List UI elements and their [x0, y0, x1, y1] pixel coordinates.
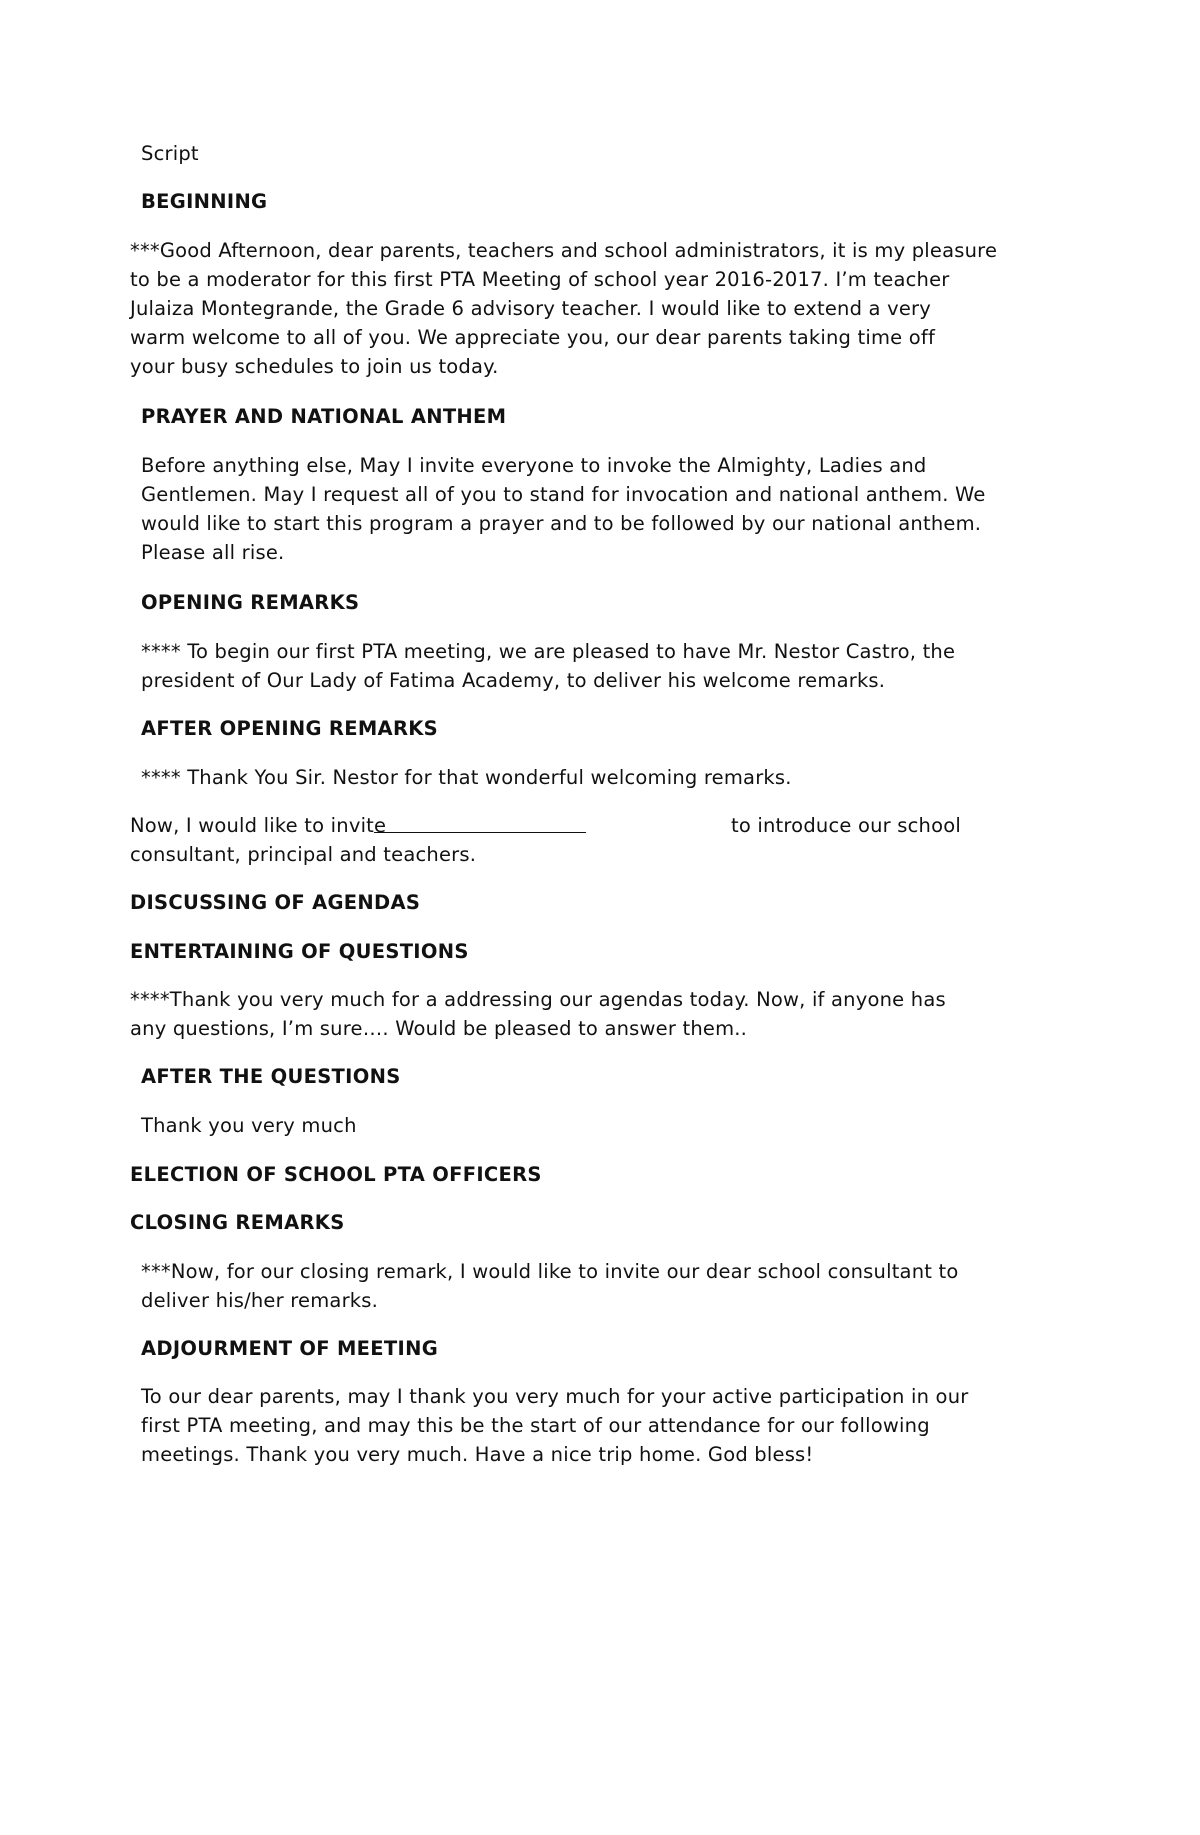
invite-text-end: to introduce our school — [731, 814, 961, 837]
heading-beginning: BEGINNING — [141, 190, 268, 213]
paragraph-line: Before anything else, May I invite everyone to invoke the Almighty, Ladies and — [141, 454, 927, 477]
heading-election: ELECTION OF SCHOOL PTA OFFICERS — [130, 1163, 542, 1186]
paragraph-after-opening: **** Thank You Sir. Nestor for that wonderful welcoming remarks. — [141, 766, 792, 789]
paragraph-beginning — [130, 236, 997, 381]
heading-opening-remarks: OPENING REMARKS — [141, 591, 360, 614]
paragraph-opening-remarks — [141, 637, 955, 695]
heading-entertaining-questions: ENTERTAINING OF QUESTIONS — [130, 940, 469, 963]
heading-closing-remarks: CLOSING REMARKS — [130, 1211, 345, 1234]
heading-after-questions: AFTER THE QUESTIONS — [141, 1065, 401, 1088]
paragraph-line: ***Good Afternoon, dear parents, teachers and school administrators, it is my pleasure — [130, 239, 998, 262]
document-title: Script — [141, 142, 199, 165]
paragraph-line: ****Thank you very much for a addressing our agendas today. Now, if anyone has — [130, 988, 946, 1011]
paragraph-questions — [130, 985, 946, 1043]
paragraph-line: ***Now, for our closing remark, I would like to invite our dear school consultant to — [141, 1260, 959, 1283]
heading-discussing-agendas: DISCUSSING OF AGENDAS — [130, 891, 421, 914]
paragraph-line: president of Our Lady of Fatima Academy, to deliver his welcome remarks. — [141, 669, 886, 692]
paragraph-line: **** To begin our first PTA meeting, we are pleased to have Mr. Nestor Castro, the — [141, 640, 956, 663]
paragraph-line: to be a moderator for this first PTA Meeting of school year 2016-2017. I’m teacher — [130, 268, 950, 291]
paragraph-line: your busy schedules to join us today. — [130, 355, 499, 378]
paragraph-prayer — [141, 451, 986, 567]
heading-after-opening: AFTER OPENING REMARKS — [141, 717, 439, 740]
paragraph-line: Please all rise. — [141, 541, 285, 564]
invite-text-start: Now, I would like to invite — [130, 814, 387, 837]
paragraph-line: any questions, I’m sure…. Would be pleased to answer them.. — [130, 1017, 748, 1040]
heading-adjournment: ADJOURMENT OF MEETING — [141, 1337, 439, 1360]
paragraph-line: Julaiza Montegrande, the Grade 6 advisory teacher. I would like to extend a very — [130, 297, 931, 320]
heading-prayer: PRAYER AND NATIONAL ANTHEM — [141, 405, 507, 428]
paragraph-line: deliver his/her remarks. — [141, 1289, 379, 1312]
paragraph-line: warm welcome to all of you. We appreciate you, our dear parents taking time off — [130, 326, 936, 349]
fill-in-blank-line — [374, 832, 586, 833]
paragraph-line: Gentlemen. May I request all of you to stand for invocation and national anthem. We — [141, 483, 986, 506]
paragraph-after-questions: Thank you very much — [141, 1114, 357, 1137]
paragraph-adjournment — [141, 1382, 968, 1469]
paragraph-line: would like to start this program a prayer and to be followed by our national anthem. — [141, 512, 982, 535]
paragraph-line: meetings. Thank you very much. Have a nice trip home. God bless! — [141, 1443, 814, 1466]
paragraph-closing-remarks — [141, 1257, 959, 1315]
paragraph-line: first PTA meeting, and may this be the start of our attendance for our following — [141, 1414, 930, 1437]
paragraph-line: To our dear parents, may I thank you very much for your active participation in our — [141, 1385, 969, 1408]
invite-text-continuation: consultant, principal and teachers. — [130, 843, 477, 866]
